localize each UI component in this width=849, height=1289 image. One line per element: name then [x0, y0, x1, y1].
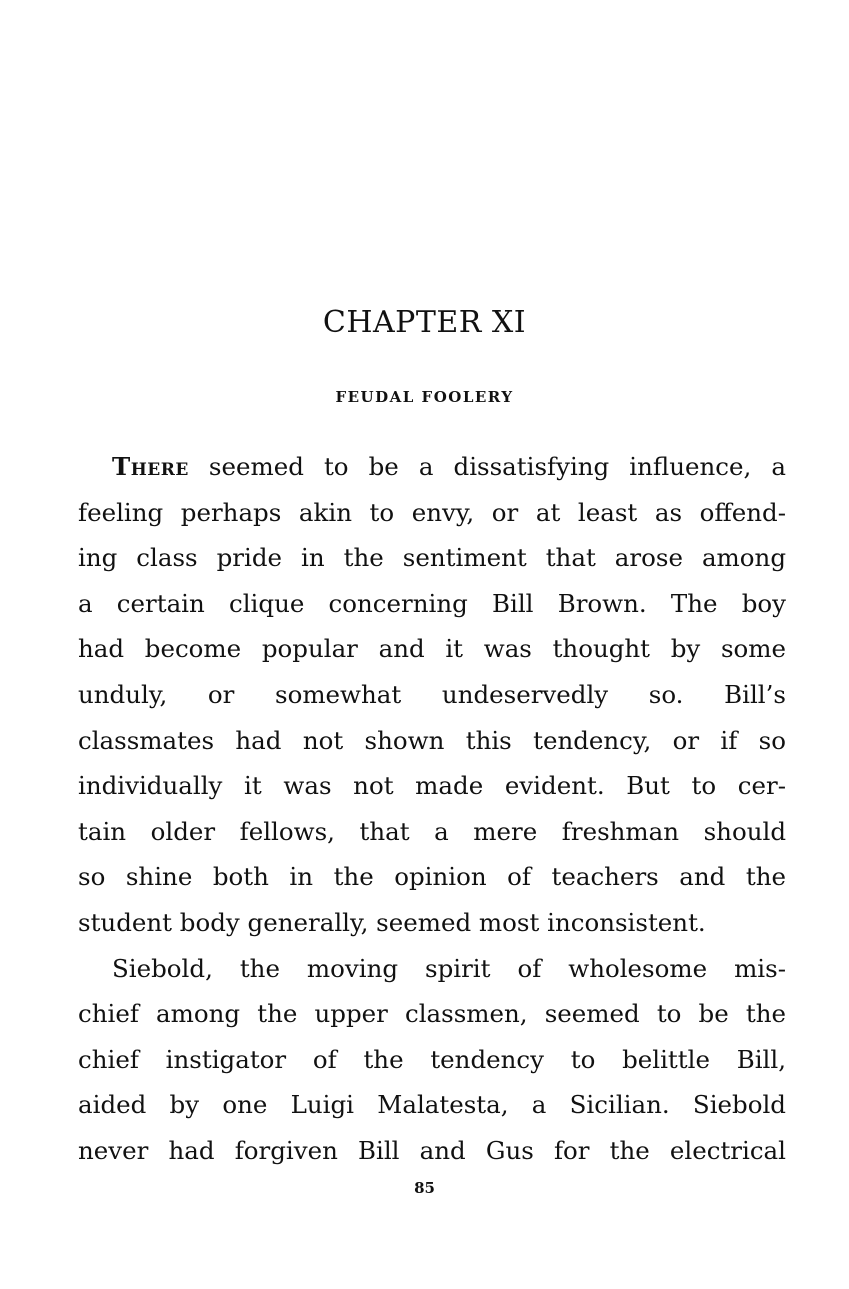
text-line: classmates had not shown this tendency, or if so: [78, 725, 786, 755]
text-line: chief among the upper classmen, seemed to be the: [78, 999, 786, 1029]
text-line: ing class pride in the sentiment that arose among: [78, 543, 786, 573]
paragraph: [78, 444, 786, 946]
text-line: tain older fellows, that a mere freshman should: [78, 816, 786, 846]
chapter-subtitle: FEUDAL FOOLERY: [335, 388, 514, 406]
text-line: student body generally, seemed most inconsistent.: [78, 907, 706, 937]
text-line: chief instigator of the tendency to belittle Bill,: [78, 1044, 786, 1074]
text-line: unduly, or somewhat undeservedly so. Bill’s: [78, 679, 786, 709]
text-line: Siebold, the moving spirit of wholesome mis-: [112, 953, 786, 983]
text-line: [78, 444, 786, 490]
first-line-rest: seemed to be a dissatisfying influence, a: [208, 452, 786, 481]
lead-word: There: [112, 452, 189, 481]
text-line: never had forgiven Bill and Gus for the electrical: [78, 1135, 786, 1165]
text-line: had become popular and it was thought by some: [78, 634, 786, 664]
text-line: feeling perhaps akin to envy, or at least as offend-: [78, 497, 786, 527]
page-number: 85: [414, 1179, 435, 1197]
text-line: aided by one Luigi Malatesta, a Sicilian. Siebold: [78, 1090, 786, 1120]
body-text: [78, 444, 786, 1174]
text-line: so shine both in the opinion of teachers and the: [78, 862, 786, 892]
paragraph: [78, 946, 786, 1174]
chapter-title: CHAPTER XI: [322, 305, 527, 340]
text-line: individually it was not made evident. But to cer-: [78, 771, 786, 801]
text-line: a certain clique concerning Bill Brown. The boy: [78, 588, 786, 618]
